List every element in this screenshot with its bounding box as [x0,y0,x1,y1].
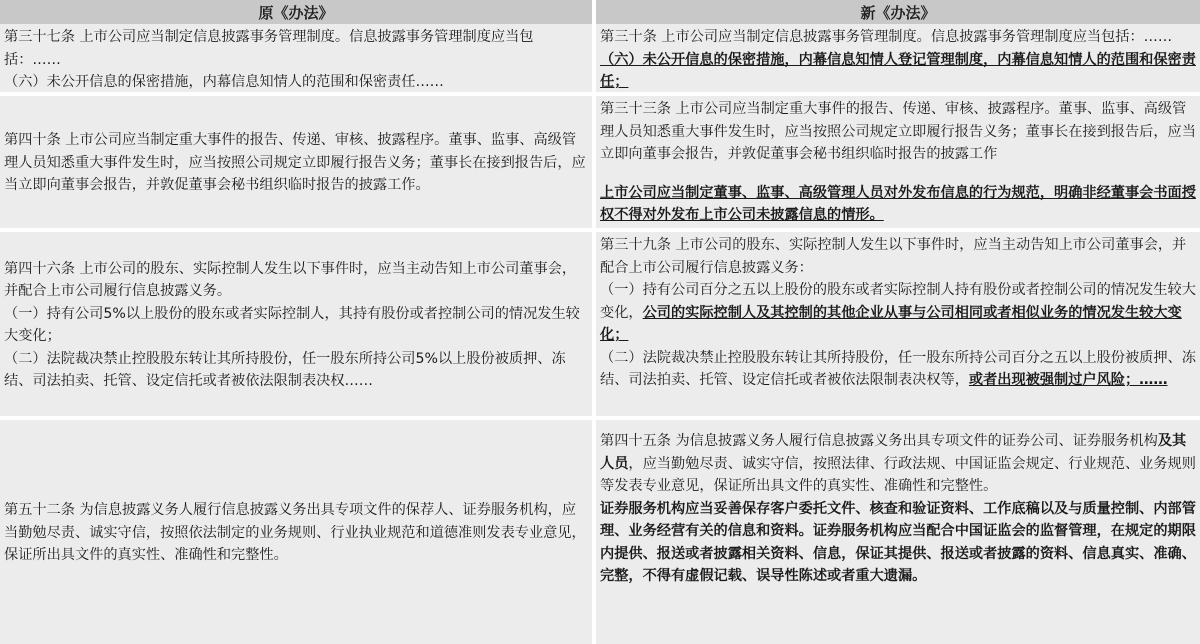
row-1-old-cell [0,24,592,92]
new-article-added-text: 证券服务机构应当妥善保存客户委托文件、核查和验证资料、工作底稿以及与质量控制、内部管理、业务经营有关的信息和资料。证券服务机构应当配合中国证监会的监督管理，在规定的期限内提供、报送或者披露相关资料、信息，保证其提供、报送或者披露的资料、信息真实、准确、完整，不得有虚假记载、误导性陈述或者重大遗漏。 [600,500,1196,584]
new-article-text: 第三十三条 上市公司应当制定重大事件的报告、传递、审核、披露程序。董事、监事、高级管理人员知悉重大事件发生时，应当按照公司规定立即履行报告义务；董事长在接到报告后，应当立即向董事会报告，并敦促董事会秘书组织临时报告的披露工作 [600,101,1196,162]
old-article-text: 第四十六条 上市公司的股东、实际控制人发生以下事件时，应当主动告知上市公司董事会，并配合上市公司履行信息披露义务。 [4,260,577,299]
new-article-item [600,279,1196,347]
new-article-added-text: 或者出现被强制过户风险；…… [968,372,1168,388]
paragraph-spacer [600,166,1196,182]
old-column-header: 原《办法》 [0,0,592,24]
new-item-text: （一）持有公司百分之五以上股份的股东或者实际控制人持有股份或者控制公司的情况发生较大变化， [600,282,1196,321]
row-2-old-cell [0,96,592,228]
new-article-text: 第三十条 上市公司应当制定信息披露事务管理制度。信息披露事务管理制度应当包括：…… [600,29,1173,45]
new-article-added-text: 上市公司应当制定董事、监事、高级管理人员对外发布信息的行为规范，明确非经董事会书面授权不得对外发布上市公司未披露信息的情形。 [600,184,1196,223]
old-article-item: （一）持有公司5%以上股份的股东或者实际控制人，其持有股份或者控制公司的情况发生较大变化； [4,305,580,344]
new-article-added-text: 公司的实际控制人及其控制的其他企业从事与公司相同或者相似业务的情况发生较大变化； [600,304,1182,343]
row-1-new-cell [596,24,1200,92]
row-4-old-cell [0,420,592,644]
new-article-text-part: ，应当勤勉尽责、诚实守信，按照法律、行政法规、中国证监会规定、行业规范、业务规则等发表专业意见，保证所出具文件的真实性、准确性和完整性。 [600,455,1196,494]
new-article-text: 第三十九条 上市公司的股东、实际控制人发生以下事件时，应当主动告知上市公司董事会，并配合上市公司履行信息披露义务： [600,237,1187,276]
new-article-item [600,347,1196,392]
row-4-new-cell [596,420,1200,644]
new-column-header: 新《办法》 [596,0,1200,24]
new-article-text-part: 第四十五条 为信息披露义务人履行信息披露义务出具专项文件的证券公司、证券服务机构 [600,433,1158,449]
new-item-text: （二）法院裁决禁止控股股东转让其所持股份，任一股东所持公司百分之五以上股份被质押、冻结、司法拍卖、托管、设定信托或者被依法限制表决权等， [600,349,1196,388]
new-article-added-text: （六）未公开信息的保密措施，内幕信息知情人登记管理制度，内幕信息知情人的范围和保密责任； [600,51,1196,90]
row-3-new-cell [596,232,1200,416]
new-article-text [600,430,1196,498]
row-3-old-cell [0,232,592,416]
row-2-new-cell [596,96,1200,228]
new-article-added-text: 及其人员 [600,433,1187,472]
old-article-item: （二）法院裁决禁止控股股东转让其所持股份，任一股东所持公司5%以上股份被质押、冻结、司法拍卖、托管、设定信托或者被依法限制表决权…… [4,350,566,389]
old-article-text: 第三十七条 上市公司应当制定信息披露事务管理制度。信息披露事务管理制度应当包括：…… [4,29,534,68]
old-article-text: 第四十条 上市公司应当制定重大事件的报告、传递、审核、披露程序。董事、监事、高级管理人员知悉重大事件发生时，应当按照公司规定立即履行报告义务；董事长在接到报告后，应当立即向董事会报告，并敦促董事会秘书组织临时报告的披露工作。 [4,132,586,194]
old-article-text: 第五十二条 为信息披露义务人履行信息披露义务出具专项文件的保荐人、证券服务机构，应当勤勉尽责、诚实守信，按照依法制定的业务规则、行业执业规范和道德准则发表专业意见，保证所出具文件的真实性、准确性和完整性。 [4,502,586,564]
old-article-item: （六）未公开信息的保密措施，内幕信息知情人的范围和保密责任…… [4,74,444,90]
